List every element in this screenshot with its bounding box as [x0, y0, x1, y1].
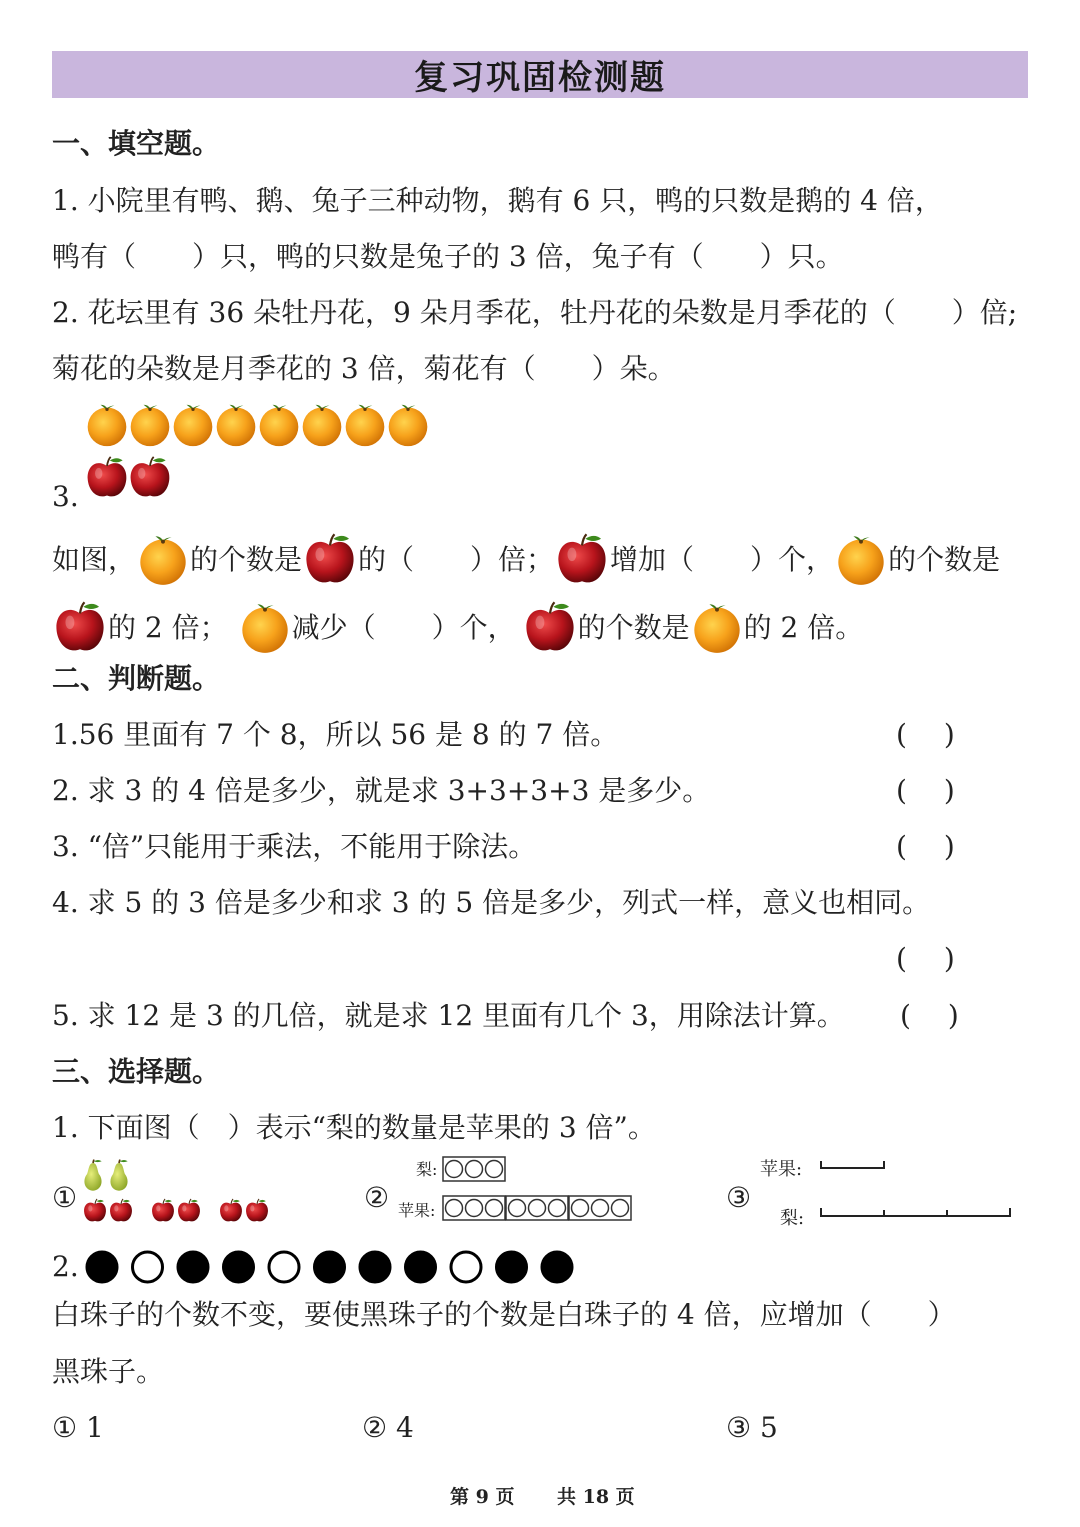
- option-3-label[interactable]: ③: [726, 1181, 752, 1214]
- choice-q2-line1: 白珠子的个数不变，要使黑珠子的个数是白珠子的 4 倍，应增加（ ）: [52, 1298, 956, 1331]
- q2-line1: 2. 花坛里有 36 朵牡丹花，9 朵月季花，牡丹花的朵数是月季花的（ ）倍;: [52, 296, 1018, 329]
- black-bead: [315, 1252, 345, 1282]
- apple-icon: [178, 1199, 200, 1221]
- section-heading-choice: 三、选择题。: [52, 1055, 221, 1088]
- orange-icon: [389, 405, 428, 446]
- q2-line2: 菊花的朵数是月季花的 3 倍，菊花有（ ）朵。: [52, 352, 676, 385]
- answer-paren[interactable]: ( ): [896, 830, 955, 863]
- white-bead: [269, 1252, 299, 1282]
- orange-icon: [238, 601, 292, 655]
- option-1-picture: [80, 1158, 280, 1228]
- orange-icon: [260, 405, 299, 446]
- q3-line2: [52, 597, 863, 659]
- q3-text-e: 的个数是: [888, 543, 1001, 576]
- page-title: 复习巩固检测题: [414, 58, 666, 98]
- q3-number: 3.: [52, 480, 79, 513]
- q3-text-i: 的 2 倍。: [743, 611, 864, 644]
- q3-text-c: 的（ ）倍；: [358, 543, 555, 576]
- judge-item-2: 2. 求 3 的 4 倍是多少，就是求 3+3+3+3 是多少。: [52, 774, 711, 807]
- apple-icon: [131, 457, 170, 497]
- black-bead: [87, 1252, 117, 1282]
- orange-icon: [131, 405, 170, 446]
- option-2-diagram: [442, 1156, 636, 1222]
- apple-icon: [246, 1199, 268, 1221]
- orange-icon: [834, 533, 888, 587]
- orange-row: [84, 401, 432, 453]
- choice-option-2[interactable]: ② 4: [362, 1411, 414, 1444]
- option-1-label[interactable]: ①: [52, 1181, 78, 1214]
- answer-paren[interactable]: ( ): [896, 942, 955, 975]
- choice-q2-number: 2.: [52, 1250, 79, 1283]
- bead-row: [84, 1245, 594, 1289]
- choice-option-1[interactable]: ① 1: [52, 1411, 104, 1444]
- section-heading-judge: 二、判断题。: [52, 662, 221, 695]
- choice-q1: 1. 下面图（ ）表示“梨的数量是苹果的 3 倍”。: [52, 1111, 656, 1144]
- pear-icon: [110, 1160, 127, 1191]
- orange-icon: [136, 533, 190, 587]
- q3-text-h: 的个数是: [577, 611, 690, 644]
- apple-row: [84, 452, 174, 508]
- apple-icon: [52, 598, 108, 658]
- q3-text-f: 的 2 倍；: [108, 611, 228, 644]
- judge-item-5: 5. 求 12 是 3 的几倍，就是求 12 里面有几个 3，用除法计算。: [52, 999, 845, 1032]
- black-bead: [224, 1252, 254, 1282]
- apple-icon: [220, 1199, 242, 1221]
- apple-icon: [152, 1199, 174, 1221]
- q1-line2: 鸭有（ ）只，鸭的只数是兔子的 3 倍，兔子有（ ）只。: [52, 240, 844, 273]
- answer-paren[interactable]: ( ): [900, 999, 959, 1032]
- q3-text-g: 减少（ ）个，: [291, 611, 516, 644]
- black-bead: [178, 1252, 208, 1282]
- orange-icon: [88, 405, 127, 446]
- pear-label: 梨:: [416, 1160, 438, 1179]
- q3-line1: [52, 530, 1000, 590]
- white-bead: [133, 1252, 163, 1282]
- judge-item-1: 1.56 里面有 7 个 8，所以 56 是 8 的 7 倍。: [52, 718, 619, 751]
- apple-label: 苹果:: [398, 1201, 436, 1220]
- judge-item-4: 4. 求 5 的 3 倍是多少和求 3 的 5 倍是多少，列式一样，意义也相同。: [52, 886, 931, 919]
- black-bead: [360, 1252, 390, 1282]
- orange-icon: [217, 405, 256, 446]
- pear-label: 梨:: [780, 1208, 805, 1229]
- black-bead: [542, 1252, 572, 1282]
- apple-icon: [110, 1199, 132, 1221]
- apple-icon: [302, 530, 358, 590]
- option-2-label[interactable]: ②: [364, 1181, 390, 1214]
- apple-icon: [88, 457, 127, 497]
- choice-q2-line2: 黑珠子。: [52, 1355, 165, 1388]
- page-number: 第 9 页: [450, 1486, 515, 1508]
- black-bead: [406, 1252, 436, 1282]
- apple-icon: [554, 530, 610, 590]
- page-total: 共 18 页: [557, 1486, 635, 1508]
- black-bead: [497, 1252, 527, 1282]
- orange-icon: [303, 405, 342, 446]
- apple-icon: [522, 598, 578, 658]
- pear-icon: [84, 1160, 101, 1191]
- answer-paren[interactable]: ( ): [896, 718, 955, 751]
- apple-label: 苹果:: [760, 1159, 803, 1180]
- q3-text-d: 增加（ ）个，: [610, 543, 835, 576]
- orange-icon: [174, 405, 213, 446]
- orange-icon: [346, 405, 385, 446]
- q3-text-b: 的个数是: [190, 543, 303, 576]
- option-3-diagram: [816, 1158, 1016, 1222]
- title-bar: [52, 51, 1028, 98]
- q3-text-a: 如图，: [52, 543, 137, 576]
- white-bead: [451, 1252, 481, 1282]
- answer-paren[interactable]: ( ): [896, 774, 955, 807]
- q1-line1: 1. 小院里有鸭、鹅、兔子三种动物，鹅有 6 只，鸭的只数是鹅的 4 倍，: [52, 184, 943, 217]
- orange-icon: [690, 601, 744, 655]
- apple-icon: [84, 1199, 106, 1221]
- choice-option-3[interactable]: ③ 5: [726, 1411, 778, 1444]
- judge-item-3: 3. “倍”只能用于乘法，不能用于除法。: [52, 830, 537, 863]
- section-heading-fill: 一、填空题。: [52, 127, 221, 160]
